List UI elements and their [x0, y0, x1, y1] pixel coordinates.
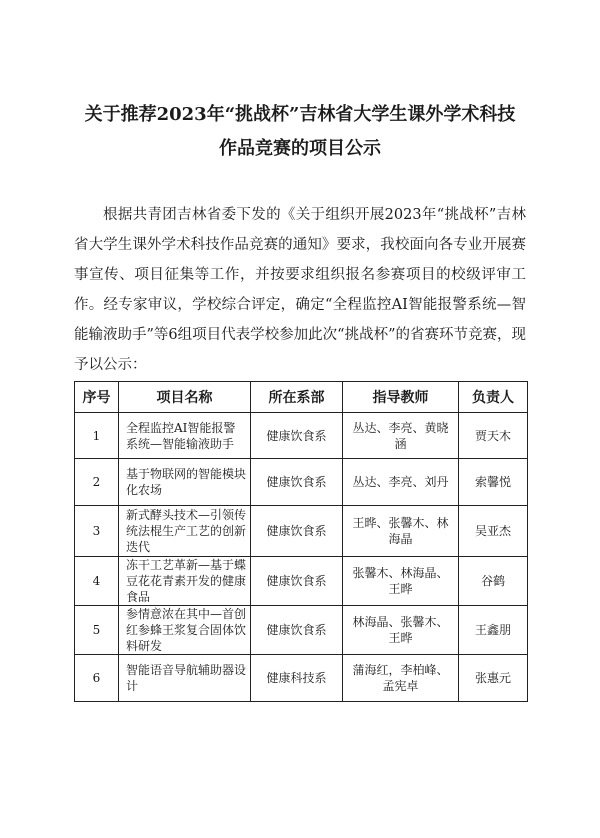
row-dept: 健康饮食系 [251, 413, 343, 459]
row-project: 基于物联网的智能模块化农场 [119, 459, 251, 506]
header-advisors: 指导教师 [343, 382, 459, 413]
row-leader: 吴亚杰 [459, 506, 528, 557]
body-paragraph: 根据共青团吉林省委下发的《关于组织开展2023年“挑战杯”吉林省大学生课外学术科技作品竞赛的通知》要求，我校面向各专业开展赛事宣传、项目征集等工作，并按要求组织报名参赛项目的校级评审工作。经专家审议，学校综合评定，确定“全程监控AI智能报警系统—智能输液助手”等6组项目代表学校参加此次“挑战杯”的省赛环节竞赛，现予以公示： [74, 207, 526, 373]
table-row [75, 413, 528, 459]
row-advisors: 蒲海红，李柏峰、孟宪卓 [343, 655, 459, 702]
row-project: 全程监控AI智能报警系统—智能输液助手 [119, 413, 251, 459]
title-line-1: 关于推荐2023年“挑战杯”吉林省大学生课外学术科技 [84, 104, 516, 125]
table-row [75, 557, 528, 606]
row-advisors: 丛达、李亮、黄晓涵 [343, 413, 459, 459]
title-line-2: 作品竞赛的项目公示 [219, 138, 381, 159]
header-leader: 负责人 [459, 382, 528, 413]
header-no: 序号 [75, 382, 119, 413]
header-dept: 所在系部 [251, 382, 343, 413]
row-leader: 王鑫朋 [459, 606, 528, 655]
row-advisors: 丛达、李亮、刘丹 [343, 459, 459, 506]
announcement-body [74, 200, 526, 380]
table-row [75, 459, 528, 506]
row-dept: 健康饮食系 [251, 606, 343, 655]
row-advisors: 张馨木、林海晶、王晔 [343, 557, 459, 606]
row-no: 1 [75, 413, 119, 459]
row-no: 5 [75, 606, 119, 655]
row-project: 新式酵头技术—引领传统法棍生产工艺的创新迭代 [119, 506, 251, 557]
table-header-row [75, 382, 528, 413]
row-dept: 健康饮食系 [251, 506, 343, 557]
row-project: 冻干工艺革新—基于蝶豆花花青素开发的健康食品 [119, 557, 251, 606]
row-advisors: 林海晶、张馨木、王晔 [343, 606, 459, 655]
row-dept: 健康饮食系 [251, 557, 343, 606]
table-row [75, 506, 528, 557]
row-leader: 索馨悦 [459, 459, 528, 506]
table-row [75, 606, 528, 655]
row-advisors: 王晔、张馨木、林海晶 [343, 506, 459, 557]
row-project: 参情意浓在其中—首创红参蜂王浆复合固体饮料研发 [119, 606, 251, 655]
project-table [74, 381, 528, 702]
row-no: 2 [75, 459, 119, 506]
row-leader: 谷鹤 [459, 557, 528, 606]
row-no: 6 [75, 655, 119, 702]
row-leader: 张惠元 [459, 655, 528, 702]
row-project: 智能语音导航辅助器设计 [119, 655, 251, 702]
header-project: 项目名称 [119, 382, 251, 413]
row-no: 4 [75, 557, 119, 606]
row-leader: 贾天木 [459, 413, 528, 459]
row-dept: 健康科技系 [251, 655, 343, 702]
table-row [75, 655, 528, 702]
document-title [60, 98, 540, 166]
row-no: 3 [75, 506, 119, 557]
row-dept: 健康饮食系 [251, 459, 343, 506]
